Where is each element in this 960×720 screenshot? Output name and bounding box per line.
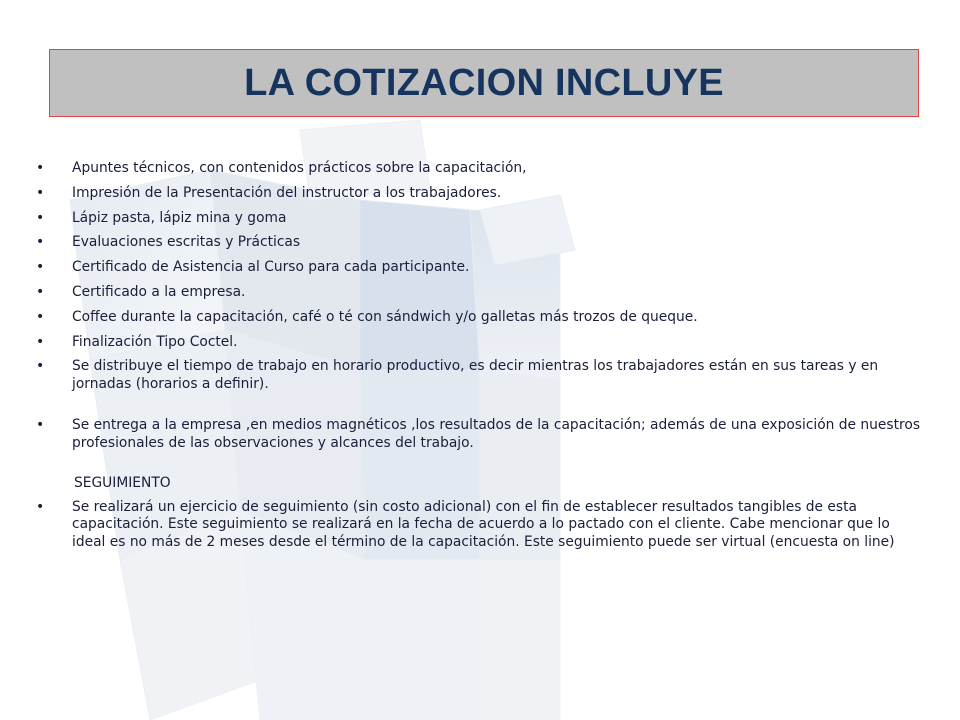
section-heading-seguimiento: SEGUIMIENTO — [74, 475, 171, 492]
list-item-text: Se distribuye el tiempo de trabajo en horario productivo, es decir mientras los trabajadores están en sus tareas y en jornadas (horarios a definir). — [72, 358, 879, 392]
list-item — [36, 160, 926, 178]
slide-title: LA COTIZACION INCLUYE — [244, 61, 724, 104]
title-banner — [49, 49, 919, 117]
list-item — [36, 499, 926, 552]
list-item — [36, 234, 926, 252]
list-item-text: Evaluaciones escritas y Prácticas — [72, 234, 301, 251]
list-item — [36, 417, 926, 452]
bullet-icon: • — [36, 358, 45, 375]
list-item-text: Certificado a la empresa. — [72, 283, 246, 300]
includes-list — [36, 160, 926, 452]
bullet-icon: • — [36, 234, 45, 251]
bullet-icon: • — [36, 184, 45, 201]
list-item — [36, 309, 926, 327]
list-item-text: Apuntes técnicos, con contenidos prácticos sobre la capacitación, — [72, 160, 527, 176]
bullet-icon: • — [36, 283, 45, 300]
list-item-text: Se realizará un ejercicio de seguimiento (sin costo adicional) con el fin de establecer resultados tangibles de esta capacitación. Este seguimiento se realizará en la fecha de acuerdo a lo pactado con el cliente. Cabe mencionar que lo ideal es no más de 2 meses desde el término de la capacitación. Este seguimiento puede ser virtual (encuesta on line) — [72, 498, 895, 550]
list-item-text: Se entrega a la empresa ,en medios magnéticos ,los resultados de la capacitación; además de una exposición de nuestros profesionales de las observaciones y alcances del trabajo. — [72, 417, 921, 451]
bullet-icon: • — [36, 209, 45, 226]
list-item — [36, 334, 926, 352]
bullet-icon: • — [36, 417, 45, 434]
list-item-text: Finalización Tipo Coctel. — [72, 333, 238, 350]
followup-list — [36, 499, 926, 552]
list-item-text: Impresión de la Presentación del instructor a los trabajadores. — [72, 184, 502, 201]
list-item — [36, 284, 926, 302]
list-item — [36, 358, 926, 393]
list-item-text: Certificado de Asistencia al Curso para cada participante. — [72, 259, 470, 276]
list-item-text: Lápiz pasta, lápiz mina y goma — [72, 209, 287, 226]
bullet-icon: • — [36, 498, 45, 515]
list-item-text: Coffee durante la capacitación, café o té con sándwich y/o galletas más trozos de queque. — [72, 308, 698, 325]
bullet-icon: • — [36, 308, 45, 325]
list-item — [36, 210, 926, 228]
list-item — [36, 185, 926, 203]
bullet-icon: • — [36, 259, 45, 276]
bullet-icon: • — [36, 333, 45, 350]
bullet-icon: • — [36, 160, 45, 176]
slide-body — [36, 160, 926, 559]
list-item — [36, 259, 926, 277]
